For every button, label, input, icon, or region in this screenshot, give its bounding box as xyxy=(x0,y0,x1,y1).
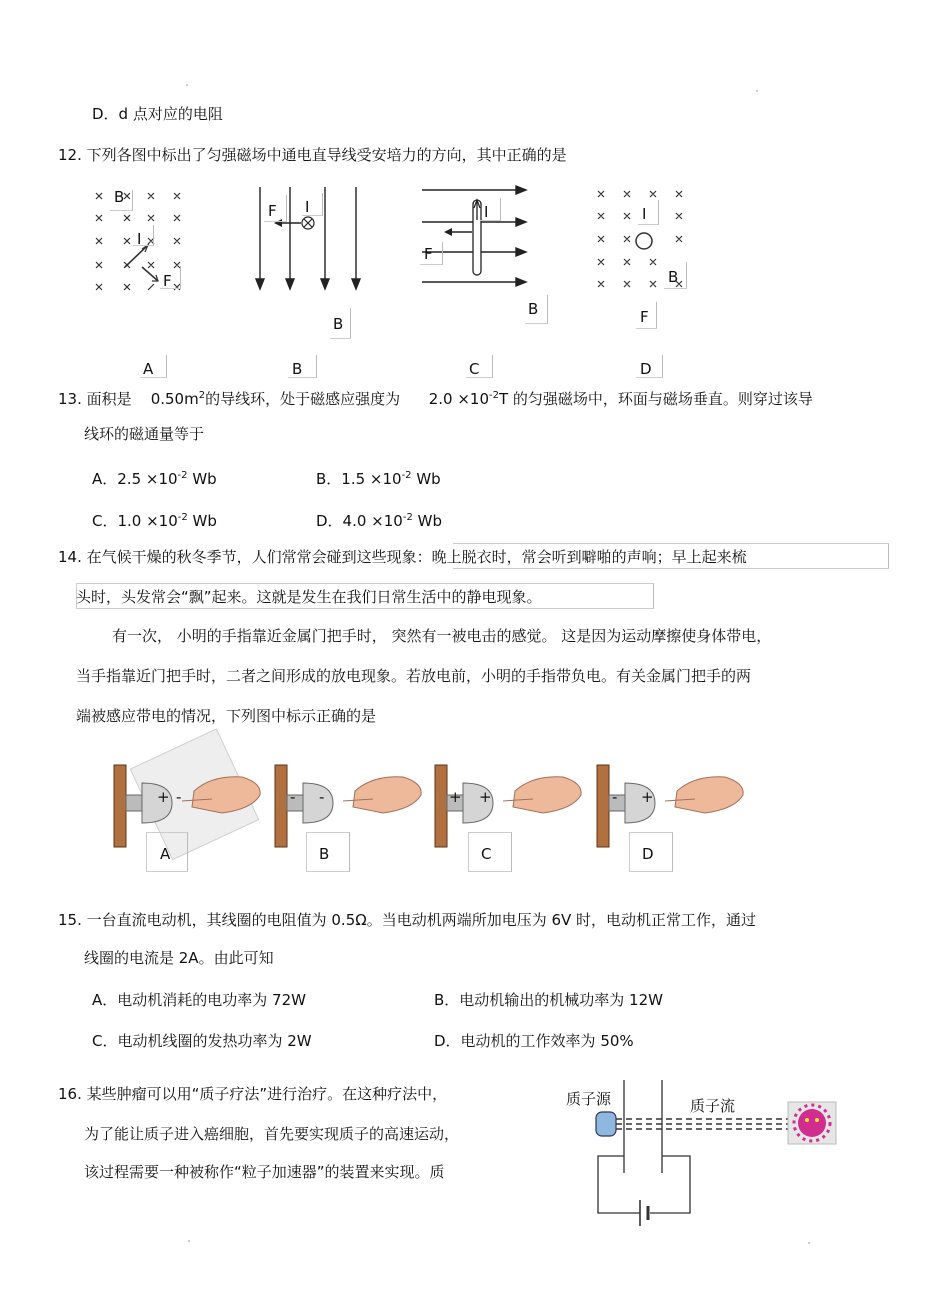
q14-d-near-charge: - xyxy=(612,788,618,806)
q12-d-b-label: B xyxy=(668,268,679,286)
q15-option-c[interactable]: C．电动机线圈的发热功率为 2W xyxy=(92,1032,312,1050)
q12-a-i-label: I xyxy=(137,230,142,248)
q13-stem-line2: 线环的磁通量等于 xyxy=(84,425,205,443)
q16-line2: 为了能让质子进入癌细胞，首先要实现质子的高速运动， xyxy=(84,1125,460,1143)
label-box xyxy=(160,266,181,289)
label-box xyxy=(302,193,323,216)
text-box xyxy=(453,543,889,569)
q12-option-a[interactable]: A xyxy=(143,360,154,378)
label-box xyxy=(420,242,443,265)
q13-option-b[interactable]: B．$1.5 \times 10^{-2}$ Wb xyxy=(316,470,441,488)
q16-line3: 该过程需要一种被称作“粒子加速器”的装置来实现。质 xyxy=(84,1163,445,1181)
q12-a-f-label: F xyxy=(163,272,172,290)
q12-c-i-label: I xyxy=(484,203,489,221)
q14-line1: 14. 在气候干燥的秋冬季节，人们常常会碰到这些现象：晚上脱衣时，常会听到噼啪的声响；早上起来梳 xyxy=(58,548,747,566)
q12-option-d[interactable]: D xyxy=(640,360,652,378)
q15-line2: 线圈的电流是 2A。由此可知 xyxy=(84,949,274,967)
label-box xyxy=(140,355,167,378)
q12-figure-c xyxy=(420,180,535,295)
label-box xyxy=(133,225,154,246)
q12-b-b-label: B xyxy=(333,315,344,333)
q14-option-d[interactable]: D xyxy=(642,845,654,863)
label-box xyxy=(468,832,512,872)
q13-option-a[interactable]: A．$2.5 \times 10^{-2}$ Wb xyxy=(92,470,217,488)
q14-figure-a xyxy=(112,765,272,855)
label-box xyxy=(330,308,351,339)
q14-line4: 当手指靠近门把手时，二者之间形成的放电现象。若放电前，小明的手指带负电。有关金属门把手的两 xyxy=(76,667,752,685)
label-box xyxy=(525,295,548,324)
label-box xyxy=(146,832,188,872)
q14-option-c[interactable]: C xyxy=(481,845,492,863)
q14-option-b[interactable]: B xyxy=(319,845,330,863)
q14-figure-d xyxy=(595,765,755,855)
label-box xyxy=(638,200,659,225)
q12-a-b-label: B xyxy=(114,188,125,206)
q16-beam-label: 质子流 xyxy=(690,1097,736,1115)
q14-figure-b xyxy=(273,765,433,855)
q12-c-f-label: F xyxy=(424,245,433,263)
q16-source-label: 质子源 xyxy=(566,1090,612,1108)
q12-option-c[interactable]: C xyxy=(469,360,480,378)
label-box xyxy=(664,262,687,289)
q11-option-d: D．d 点对应的电阻 xyxy=(92,105,223,123)
label-box xyxy=(636,355,663,378)
q12-b-i-label: I xyxy=(305,198,310,216)
q14-line5: 端被感应带电的情况，下列图中标示正确的是 xyxy=(76,707,377,725)
q13-option-d[interactable]: D．$4.0 \times 10^{-2}$ Wb xyxy=(316,512,442,530)
q14-b-far-charge: - xyxy=(319,788,325,806)
q14-figure-c xyxy=(433,765,593,855)
label-box xyxy=(629,832,673,872)
label-box xyxy=(466,355,493,378)
q12-stem: 12. 下列各图中标出了匀强磁场中通电直导线受安培力的方向，其中正确的是 xyxy=(58,146,567,164)
q14-a-far-charge: - xyxy=(176,788,182,806)
cancer-cell-icon xyxy=(788,1102,836,1144)
q14-line3: 有一次， 小明的手指靠近金属门把手时， 突然有一被电击的感觉。 这是因为运动摩擦使身体带电， xyxy=(112,627,772,645)
label-box xyxy=(264,195,287,222)
label-box xyxy=(288,355,317,378)
label-box xyxy=(480,198,501,221)
q16-line1: 16. 某些肿瘤可以用“质子疗法”进行治疗。在这种疗法中， xyxy=(58,1085,448,1103)
proton-source-icon xyxy=(596,1112,616,1136)
q15-option-b[interactable]: B．电动机输出的机械功率为 12W xyxy=(434,991,663,1009)
q14-line2: 头时，头发常会“飘”起来。这就是发生在我们日常生活中的静电现象。 xyxy=(76,588,542,606)
q14-option-a[interactable]: A xyxy=(160,845,171,863)
q13-option-c[interactable]: C．$1.0 \times 10^{-2}$ Wb xyxy=(92,512,217,530)
q15-option-a[interactable]: A．电动机消耗的电功率为 72W xyxy=(92,991,306,1009)
q13-stem: 13. 面积是 $0.50m^2$的导线环，处于磁感应强度为 $2.0 \times 10^{-2}T$ 的匀强磁场中，环面与磁场垂直。则穿过该导 xyxy=(58,390,813,408)
q12-c-b-label: B xyxy=(528,300,539,318)
q14-c-near-charge: + xyxy=(449,788,462,806)
q14-b-near-charge: - xyxy=(290,788,296,806)
scan-dot xyxy=(188,1240,190,1242)
scan-dot xyxy=(808,1242,810,1244)
label-box xyxy=(306,832,350,872)
label-box xyxy=(636,302,657,329)
q12-option-b[interactable]: B xyxy=(292,360,303,378)
q16-accelerator-diagram xyxy=(590,1078,850,1228)
q12-b-f-label: F xyxy=(268,202,277,220)
q15-option-d[interactable]: D．电动机的工作效率为 50% xyxy=(434,1032,634,1050)
q14-a-near-charge: + xyxy=(157,788,170,806)
scan-dot xyxy=(756,90,758,92)
label-box xyxy=(110,190,133,211)
scan-dot xyxy=(186,84,188,86)
q14-d-far-charge: + xyxy=(641,788,654,806)
q15-line1: 15. 一台直流电动机，其线圈的电阻值为 0.5Ω。当电动机两端所加电压为 6V 时，电动机正常工作，通过 xyxy=(58,911,757,929)
q14-c-far-charge: + xyxy=(479,788,492,806)
q12-d-f-label: F xyxy=(640,308,649,326)
q12-d-i-label: I xyxy=(642,205,647,223)
